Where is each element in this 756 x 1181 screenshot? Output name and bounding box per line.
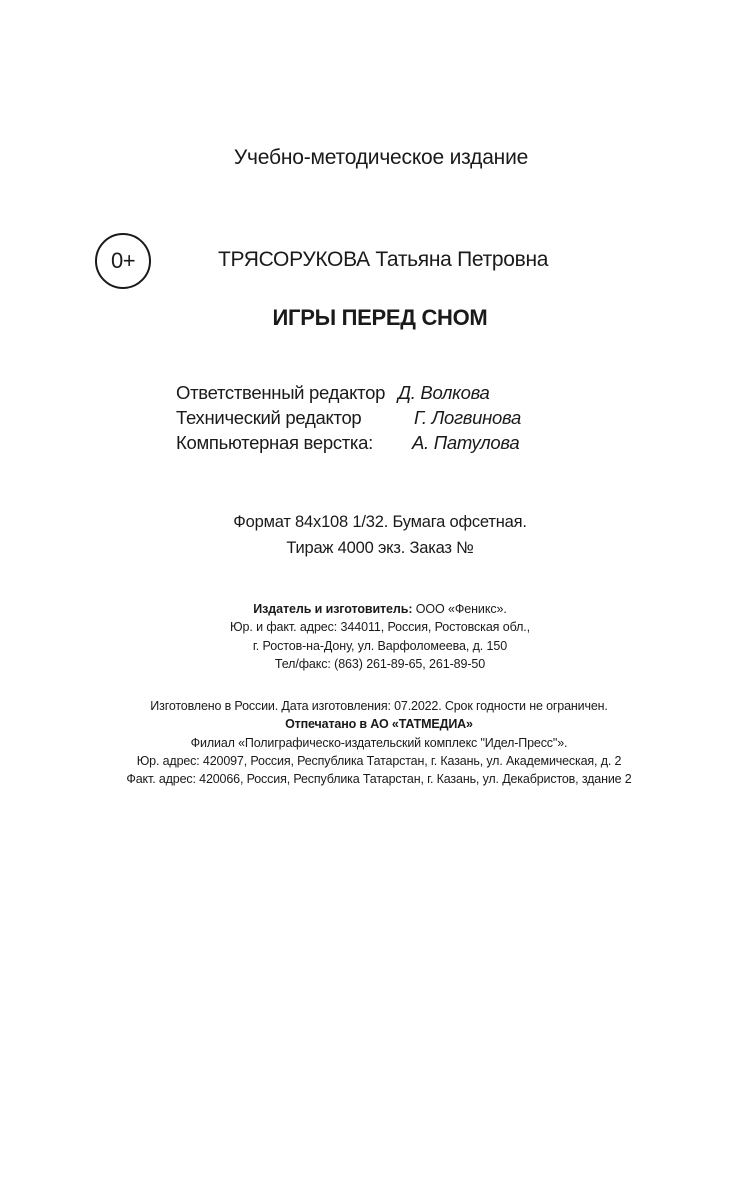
age-rating-badge xyxy=(95,233,151,289)
credit-name: Г. Логвинова xyxy=(414,407,521,428)
printer-legal-address: Юр. адрес: 420097, Россия, Республика Татарстан, г. Казань, ул. Академическая, д. 2 xyxy=(136,753,622,768)
manufacture-info: Изготовлено в России. Дата изготовления: 07.2022. Срок годности не ограничен. xyxy=(150,699,608,713)
printed-by: Отпечатано в АО «ТАТМЕДИА» xyxy=(285,717,473,732)
credit-role: Компьютерная верстка: xyxy=(176,432,373,453)
printer-block xyxy=(1,697,756,788)
publisher-phone: Тел/факс: (863) 261-89-65, 261-89-50 xyxy=(274,656,486,671)
publisher-name: ООО «Феникс». xyxy=(415,602,507,616)
printer-branch: Филиал «Полиграфическо-издательский комплекс "Идел-Пресс"». xyxy=(190,735,568,750)
publisher-block xyxy=(2,600,756,673)
publisher-label: Издатель и изготовитель: xyxy=(253,602,413,616)
author-name: ТРЯСОРУКОВА Татьяна Петровна xyxy=(218,248,549,271)
publisher-line xyxy=(2,600,756,618)
age-rating-text: 0+ xyxy=(110,248,136,273)
edition-type: Учебно-методическое издание xyxy=(233,146,529,169)
credit-role: Ответственный редактор xyxy=(176,382,386,403)
publisher-address-2: г. Ростов-на-Дону, ул. Варфоломеева, д. 150 xyxy=(252,638,508,653)
credit-name: А. Патулова xyxy=(412,432,520,453)
book-title: ИГРЫ ПЕРЕД СНОМ xyxy=(272,305,488,330)
credit-role: Технический редактор xyxy=(176,407,362,428)
format-block xyxy=(2,509,756,561)
printer-actual-address: Факт. адрес: 420066, Россия, Республика Татарстан, г. Казань, ул. Декабристов, здание 2 xyxy=(126,772,632,787)
publisher-address-1: Юр. и факт. адрес: 344011, Россия, Ростовская обл., xyxy=(229,620,531,635)
print-run-line: Тираж 4000 экз. Заказ № xyxy=(286,539,474,557)
format-line: Формат 84x108 1/32. Бумага офсетная. xyxy=(233,513,527,531)
credit-name: Д. Волкова xyxy=(398,382,490,403)
